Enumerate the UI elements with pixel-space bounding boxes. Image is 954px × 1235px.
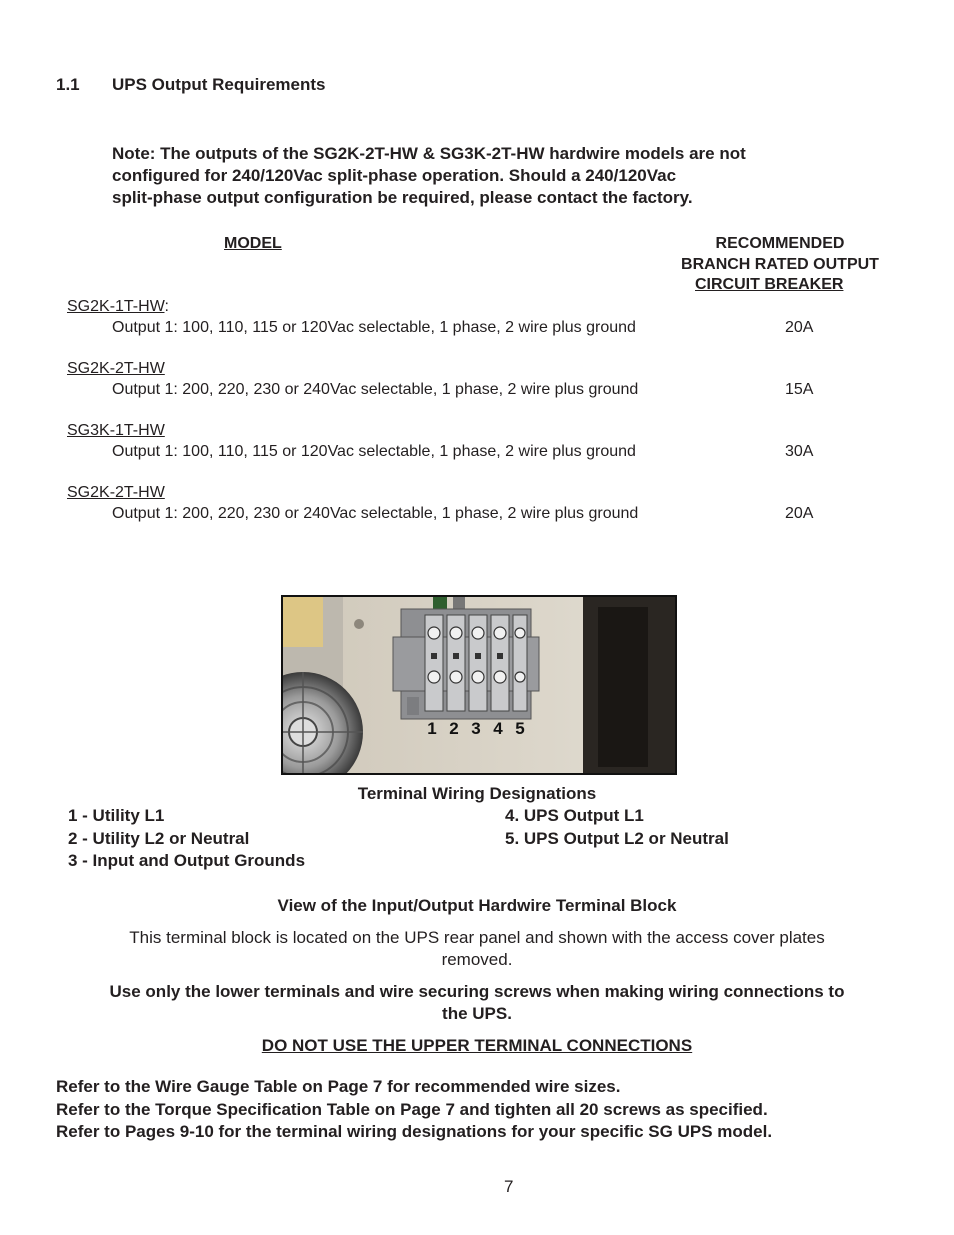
model-name: SG2K-2T-HW [67,484,165,501]
note-line-2: configured for 240/120Vac split-phase operation. Should a 240/120Vac [112,166,677,185]
model-output: Output 1: 100, 110, 115 or 120Vac selectable, 1 phase, 2 wire plus ground [112,319,636,336]
designation-right: 5. UPS Output L2 or Neutral [505,829,729,848]
model-breaker: 20A [785,505,814,522]
reference-line: Refer to the Wire Gauge Table on Page 7 for recommended wire sizes. [56,1077,621,1096]
terminal-numbers [421,719,531,739]
breaker-header-line-1: RECOMMENDED [715,235,845,252]
view-desc-line-2: removed. [441,950,513,969]
terminal-number: 3 [471,719,481,738]
model-name: SG2K-1T-HW [67,298,165,315]
model-suffix: : [164,298,169,315]
model-output: Output 1: 200, 220, 230 or 240Vac selectable, 1 phase, 2 wire plus ground [112,381,639,398]
warning-line-1: Use only the lower terminals and wire securing screws when making wiring connections to [109,982,845,1001]
model-output: Output 1: 200, 220, 230 or 240Vac selectable, 1 phase, 2 wire plus ground [112,505,639,522]
view-title: View of the Input/Output Hardwire Terminal Block [277,896,677,915]
note-line-1: Note: The outputs of the SG2K-2T-HW & SG3K-2T-HW hardwire models are not [112,144,746,163]
terminal-number: 2 [449,719,459,738]
model-name: SG3K-1T-HW [67,422,165,439]
section-title: UPS Output Requirements [112,75,326,94]
terminal-block-photo [281,595,677,775]
designation-left: 2 - Utility L2 or Neutral [68,829,250,848]
warning-line-2: the UPS. [442,1004,512,1023]
designation-right: 4. UPS Output L1 [505,806,644,825]
page-number: 7 [504,1177,514,1196]
terminal-number: 4 [493,719,503,738]
model-output: Output 1: 100, 110, 115 or 120Vac selectable, 1 phase, 2 wire plus ground [112,443,636,460]
view-desc-line-1: This terminal block is located on the UPS rear panel and shown with the access cover plates [129,928,825,947]
model-breaker: 15A [785,381,814,398]
breaker-header-line-3: CIRCUIT BREAKER [695,276,844,293]
do-not-use-text: DO NOT USE THE UPPER TERMINAL CONNECTIONS [261,1036,693,1055]
terminal-number: 5 [515,719,525,738]
terminal-block-illustration [283,597,675,773]
reference-line: Refer to Pages 9-10 for the terminal wiring designations for your specific SG UPS model. [56,1122,773,1141]
section-number: 1.1 [56,75,80,94]
reference-line: Refer to the Torque Specification Table on Page 7 and tighten all 20 screws as specified. [56,1100,768,1119]
model-header: MODEL [224,235,282,252]
terminal-number: 1 [427,719,437,738]
designations-title: Terminal Wiring Designations [357,784,597,803]
model-breaker: 30A [785,443,814,460]
designation-left: 3 - Input and Output Grounds [68,851,306,870]
model-name: SG2K-2T-HW [67,360,165,377]
do-not-use-warning [0,1036,954,1056]
designation-left: 1 - Utility L1 [68,806,165,825]
note-line-3: split-phase output configuration be required, please contact the factory. [112,188,693,207]
breaker-header-line-2: BRANCH RATED OUTPUT [681,256,879,273]
model-breaker: 20A [785,319,814,336]
